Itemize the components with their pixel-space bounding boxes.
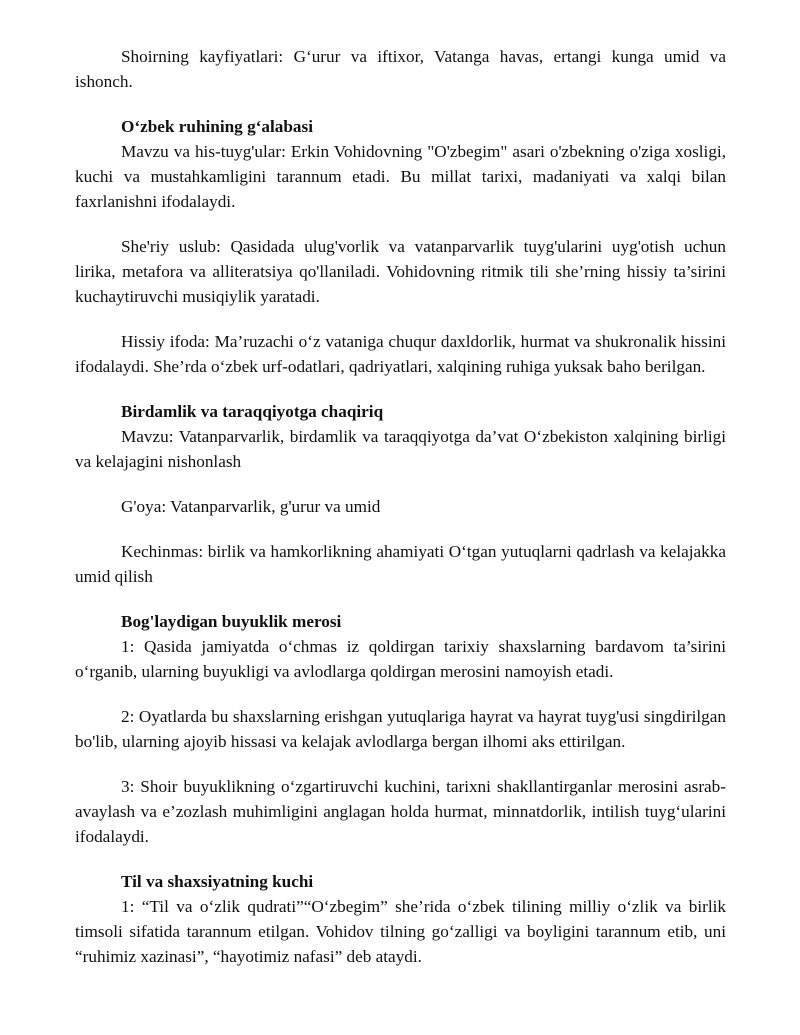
paragraph-theme: Mavzu va his-tuyg'ular: Erkin Vohidovning "O'zbegim" asari o'zbekning o'ziga xosligi, kuchi va mustahkamligini tarannum etadi. Bu millat tarixi, madaniyati va xalqi bilan faxrlanishni ifodalaydi.	[75, 142, 726, 211]
section-heading: Birdamlik va taraqqiyotga chaqiriq	[121, 402, 384, 421]
paragraph-emotion: Hissiy ifoda: Ma’ruzachi o‘z vataniga chuqur daxldorlik, hurmat va shukronalik hissini ifodalaydi. She’rda o‘zbek urf-odatlari, qadriyatlari, xalqining ruhiga yuksak baho berilgan.	[75, 332, 726, 376]
section-heading: O‘zbek ruhining g‘alabasi	[121, 117, 313, 136]
paragraph-point-2: 2: Oyatlarda bu shaxslarning erishgan yutuqlariga hayrat va hayrat tuyg'usi singdirilgan bo'lib, ularning ajoyib hissasi va kelajak avlodlarga bergan ilhomi aks ettirilgan.	[75, 707, 726, 751]
paragraph-experience: Kechinmas: birlik va hamkorlikning ahamiyati O‘tgan yutuqlarni qadrlash va kelajakka umid qilish	[75, 542, 726, 586]
paragraph-point-1: 1: Qasida jamiyatda o‘chmas iz qoldirgan tarixiy shaxslarning bardavom ta’sirini o‘rganib, ularning buyukligi va avlodlarga qoldirgan merosini namoyish etadi.	[75, 637, 726, 681]
paragraph-point-3: 3: Shoir buyuklikning o‘zgartiruvchi kuchini, tarixni shakllantirganlar merosini asrab-avaylash va e’zozlash muhimligini anglagan holda hurmat, minnatdorlik, intilish tuyg‘ularini ifodalaydi.	[75, 777, 726, 846]
paragraph-theme: Mavzu: Vatanparvarlik, birdamlik va taraqqiyotga da’vat O‘zbekiston xalqining birligi va kelajagini nishonlash	[75, 427, 726, 471]
paragraph-idea: G'oya: Vatanparvarlik, g'urur va umid	[121, 497, 381, 516]
paragraph-mood: Shoirning kayfiyatlari: G‘urur va iftixor, Vatanga havas, ertangi kunga umid va ishonch.	[75, 47, 726, 91]
paragraph-point-1: 1: “Til va o‘zlik qudrati”“O‘zbegim” she’rida o‘zbek tilining milliy o‘zlik va birlik timsoli sifatida tarannum etilgan. Vohidov tilning go‘zalligi va boyligini tarannum etib, uni “ruhimiz xazinasi”, “hayotimiz nafasi” deb ataydi.	[75, 897, 726, 966]
section-unity-progress	[75, 399, 726, 589]
section-legacy	[75, 609, 726, 849]
paragraph-style: She'riy uslub: Qasidada ulug'vorlik va vatanparvarlik tuyg'ularini uyg'otish uchun lirika, metafora va alliteratsiya qo'llaniladi. Vohidovning ritmik tili she’rning hissiy ta’sirini kuchaytiruvchi musiqiylik yaratadi.	[75, 237, 726, 306]
section-heading: Bog'laydigan buyuklik merosi	[121, 612, 342, 631]
section-uzbek-spirit	[75, 114, 726, 379]
section-language-identity	[75, 869, 726, 969]
section-heading: Til va shaxsiyatning kuchi	[121, 872, 314, 891]
